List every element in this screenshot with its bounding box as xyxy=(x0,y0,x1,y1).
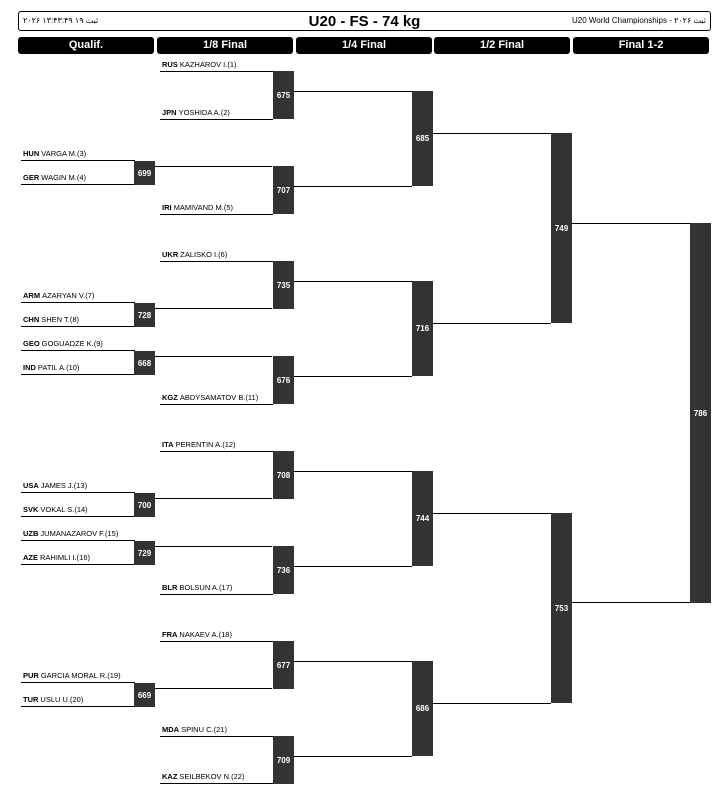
connector xyxy=(433,703,551,704)
header-timestamp: ثبت ۱۹ ۱۳:۴۳:۴۹ ۲۰۲۶ xyxy=(23,16,99,25)
athlete-slot: AZE RAHIMLI I.(16) xyxy=(21,552,135,565)
athlete-slot: JPN YOSHIDA A.(2) xyxy=(160,107,273,120)
bracket-header xyxy=(18,11,711,31)
bout-box: 685 xyxy=(412,91,433,186)
athlete-slot: KGZ ABDYSAMATOV B.(11) xyxy=(160,392,273,405)
athlete-slot: USA JAMES J.(13) xyxy=(21,480,135,493)
bout-box: 729 xyxy=(134,541,155,565)
column-qualif: Qualif. xyxy=(18,37,154,54)
connector xyxy=(294,471,412,472)
bout-box: 716 xyxy=(412,281,433,376)
bout-box: 676 xyxy=(273,356,294,404)
athlete-slot: RUS KAZHAROV I.(1) xyxy=(160,59,273,72)
connector xyxy=(294,566,412,567)
connector xyxy=(572,602,690,603)
column-eighth-final: 1/8 Final xyxy=(157,37,293,54)
athlete-slot: UKR ZALISKO I.(6) xyxy=(160,249,273,262)
bout-box: 669 xyxy=(134,683,155,707)
athlete-slot: CHN SHEN T.(8) xyxy=(21,314,135,327)
connector xyxy=(155,498,272,499)
athlete-slot: BLR BOLSUN A.(17) xyxy=(160,582,273,595)
connector xyxy=(433,323,551,324)
athlete-slot: MDA SPINU C.(21) xyxy=(160,724,273,737)
bout-box: 736 xyxy=(273,546,294,594)
athlete-slot: UZB JUMANAZAROV F.(15) xyxy=(21,528,135,541)
athlete-slot: HUN VARGA M.(3) xyxy=(21,148,135,161)
bout-box: 675 xyxy=(273,71,294,119)
connector xyxy=(155,356,272,357)
final-bout-box: 786 xyxy=(690,223,711,603)
bout-box: 668 xyxy=(134,351,155,375)
connector xyxy=(155,166,272,167)
connector xyxy=(294,756,412,757)
bout-box: 753 xyxy=(551,513,572,703)
bout-box: 699 xyxy=(134,161,155,185)
bout-box: 749 xyxy=(551,133,572,323)
event-name: U20 World Championships - ۲۰۲۶ ثبت xyxy=(571,16,706,25)
athlete-slot: KAZ SEILBEKOV N.(22) xyxy=(160,771,273,784)
connector xyxy=(294,91,412,92)
athlete-slot: ARM AZARYAN V.(7) xyxy=(21,290,135,303)
connector xyxy=(433,133,551,134)
connector xyxy=(155,546,272,547)
athlete-slot: ITA PERENTIN A.(12) xyxy=(160,439,273,452)
connector xyxy=(294,661,412,662)
athlete-slot: FRA NAKAEV A.(18) xyxy=(160,629,273,642)
connector xyxy=(294,376,412,377)
athlete-slot: SVK VOKAL S.(14) xyxy=(21,504,135,517)
connector xyxy=(155,308,272,309)
bout-box: 686 xyxy=(412,661,433,756)
column-final: Final 1-2 xyxy=(573,37,709,54)
athlete-slot: IRI MAMIVAND M.(5) xyxy=(160,202,273,215)
connector xyxy=(433,513,551,514)
connector xyxy=(294,281,412,282)
column-semi-final: 1/2 Final xyxy=(434,37,570,54)
bout-box: 700 xyxy=(134,493,155,517)
bout-box: 735 xyxy=(273,261,294,309)
athlete-slot: GER WAGIN M.(4) xyxy=(21,172,135,185)
bout-box: 677 xyxy=(273,641,294,689)
connector xyxy=(155,688,272,689)
connector xyxy=(572,223,690,224)
bout-box: 708 xyxy=(273,451,294,499)
column-quarter-final: 1/4 Final xyxy=(296,37,432,54)
athlete-slot: IND PATIL A.(10) xyxy=(21,362,135,375)
bracket-title: U20 - FS - 74 kg xyxy=(308,13,421,30)
bout-box: 728 xyxy=(134,303,155,327)
athlete-slot: GEO GOGUADZE K.(9) xyxy=(21,338,135,351)
athlete-slot: TUR USLU U.(20) xyxy=(21,694,135,707)
bout-box: 744 xyxy=(412,471,433,566)
athlete-slot: PUR GARCIA MORAL R.(19) xyxy=(21,670,135,683)
bout-box: 707 xyxy=(273,166,294,214)
connector xyxy=(294,186,412,187)
bout-box: 709 xyxy=(273,736,294,784)
